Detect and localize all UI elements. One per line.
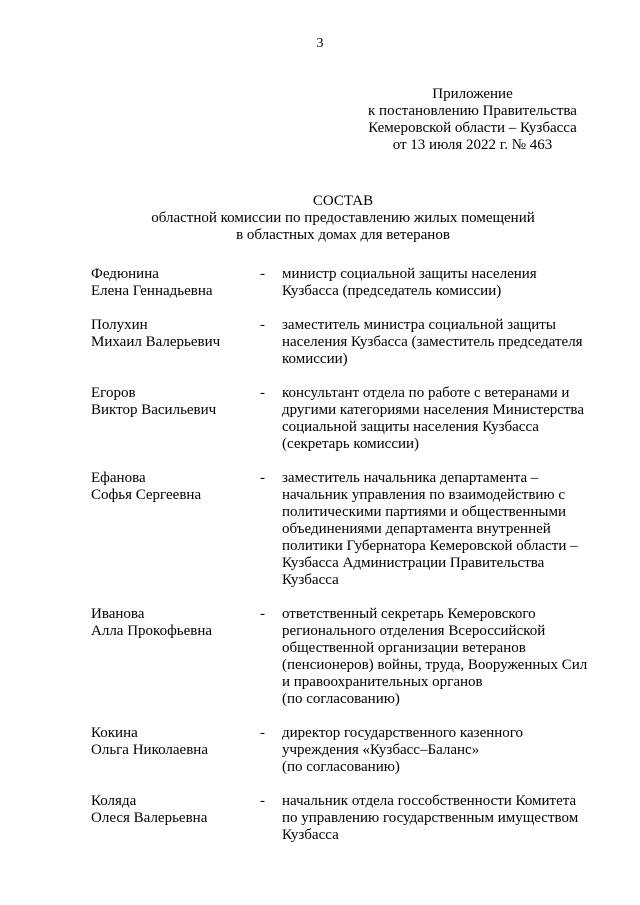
member-name — [91, 266, 260, 300]
appendix-block — [360, 86, 585, 154]
member-dash: - — [260, 470, 265, 486]
member-row — [91, 793, 591, 844]
member-name — [91, 470, 260, 589]
member-row — [91, 470, 591, 589]
member-given-names: Алла Прокофьевна — [91, 623, 213, 639]
page-number: 3 — [316, 36, 324, 51]
member-name — [91, 725, 260, 776]
member-surname: Кокина — [91, 725, 138, 741]
title-heading: СОСТАВ — [312, 193, 374, 209]
member-row — [91, 317, 591, 368]
member-surname: Федюнина — [91, 266, 159, 282]
member-surname: Ефанова — [91, 470, 146, 486]
title-subtitle-line: областной комиссии по предоставлению жилых помещений — [151, 210, 535, 226]
member-given-names: Ольга Николаевна — [91, 742, 208, 758]
member-name — [91, 793, 260, 844]
appendix-line: к постановлению Правительства — [368, 103, 577, 119]
member-row — [91, 266, 591, 300]
member-dash: - — [260, 725, 265, 741]
member-row — [91, 606, 591, 708]
members-list — [91, 266, 591, 844]
member-name — [91, 385, 260, 453]
member-surname: Коляда — [91, 793, 137, 809]
member-position: начальник отдела госсобственности Комитета по управлению государственным имуществом Кузбасса — [282, 793, 579, 843]
member-position: консультант отдела по работе с ветеранами и другими категориями населения Министерства социальной защиты населения Кузбасса (секретарь комиссии) — [282, 385, 584, 452]
member-given-names: Виктор Васильевич — [91, 402, 217, 418]
member-given-names: Елена Геннадьевна — [91, 283, 213, 299]
member-given-names: Софья Сергеевна — [91, 487, 202, 503]
appendix-line: Приложение — [432, 86, 513, 102]
member-position: директор государственного казенного учреждения «Кузбасс–Баланс» (по согласованию) — [282, 725, 524, 775]
member-given-names: Михаил Валерьевич — [91, 334, 221, 350]
member-dash: - — [260, 317, 265, 333]
member-given-names: Олеся Валерьевна — [91, 810, 208, 826]
member-name — [91, 606, 260, 708]
member-surname: Полухин — [91, 317, 148, 333]
member-name — [91, 317, 260, 368]
appendix-line: Кемеровской области – Кузбасса — [368, 120, 577, 136]
member-position: министр социальной защиты населения Кузбасса (председатель комиссии) — [282, 266, 537, 299]
member-position: заместитель министра социальной защиты населения Кузбасса (заместитель председателя комиссии) — [282, 317, 583, 367]
document-title — [0, 193, 640, 244]
member-dash: - — [260, 793, 265, 809]
title-subtitle-line: в областных домах для ветеранов — [236, 227, 450, 243]
member-surname: Иванова — [91, 606, 145, 622]
member-dash: - — [260, 266, 265, 282]
appendix-line: от 13 июля 2022 г. № 463 — [392, 137, 553, 153]
member-dash: - — [260, 606, 265, 622]
member-surname: Егоров — [91, 385, 136, 401]
member-row — [91, 725, 591, 776]
member-dash: - — [260, 385, 265, 401]
member-position: заместитель начальника департамента – начальник управления по взаимодействию с политическими партиями и общественными объединениями департамента внутренней политики Губернатора Кемеровской области – Кузбасса Администрации Правительства Кузбасса — [282, 470, 578, 588]
member-position: ответственный секретарь Кемеровского регионального отделения Всероссийской общественной организации ветеранов (пенсионеров) войны, труда, Вооруженных Сил и правоохранительных органов (по согласованию) — [282, 606, 588, 707]
member-row — [91, 385, 591, 453]
